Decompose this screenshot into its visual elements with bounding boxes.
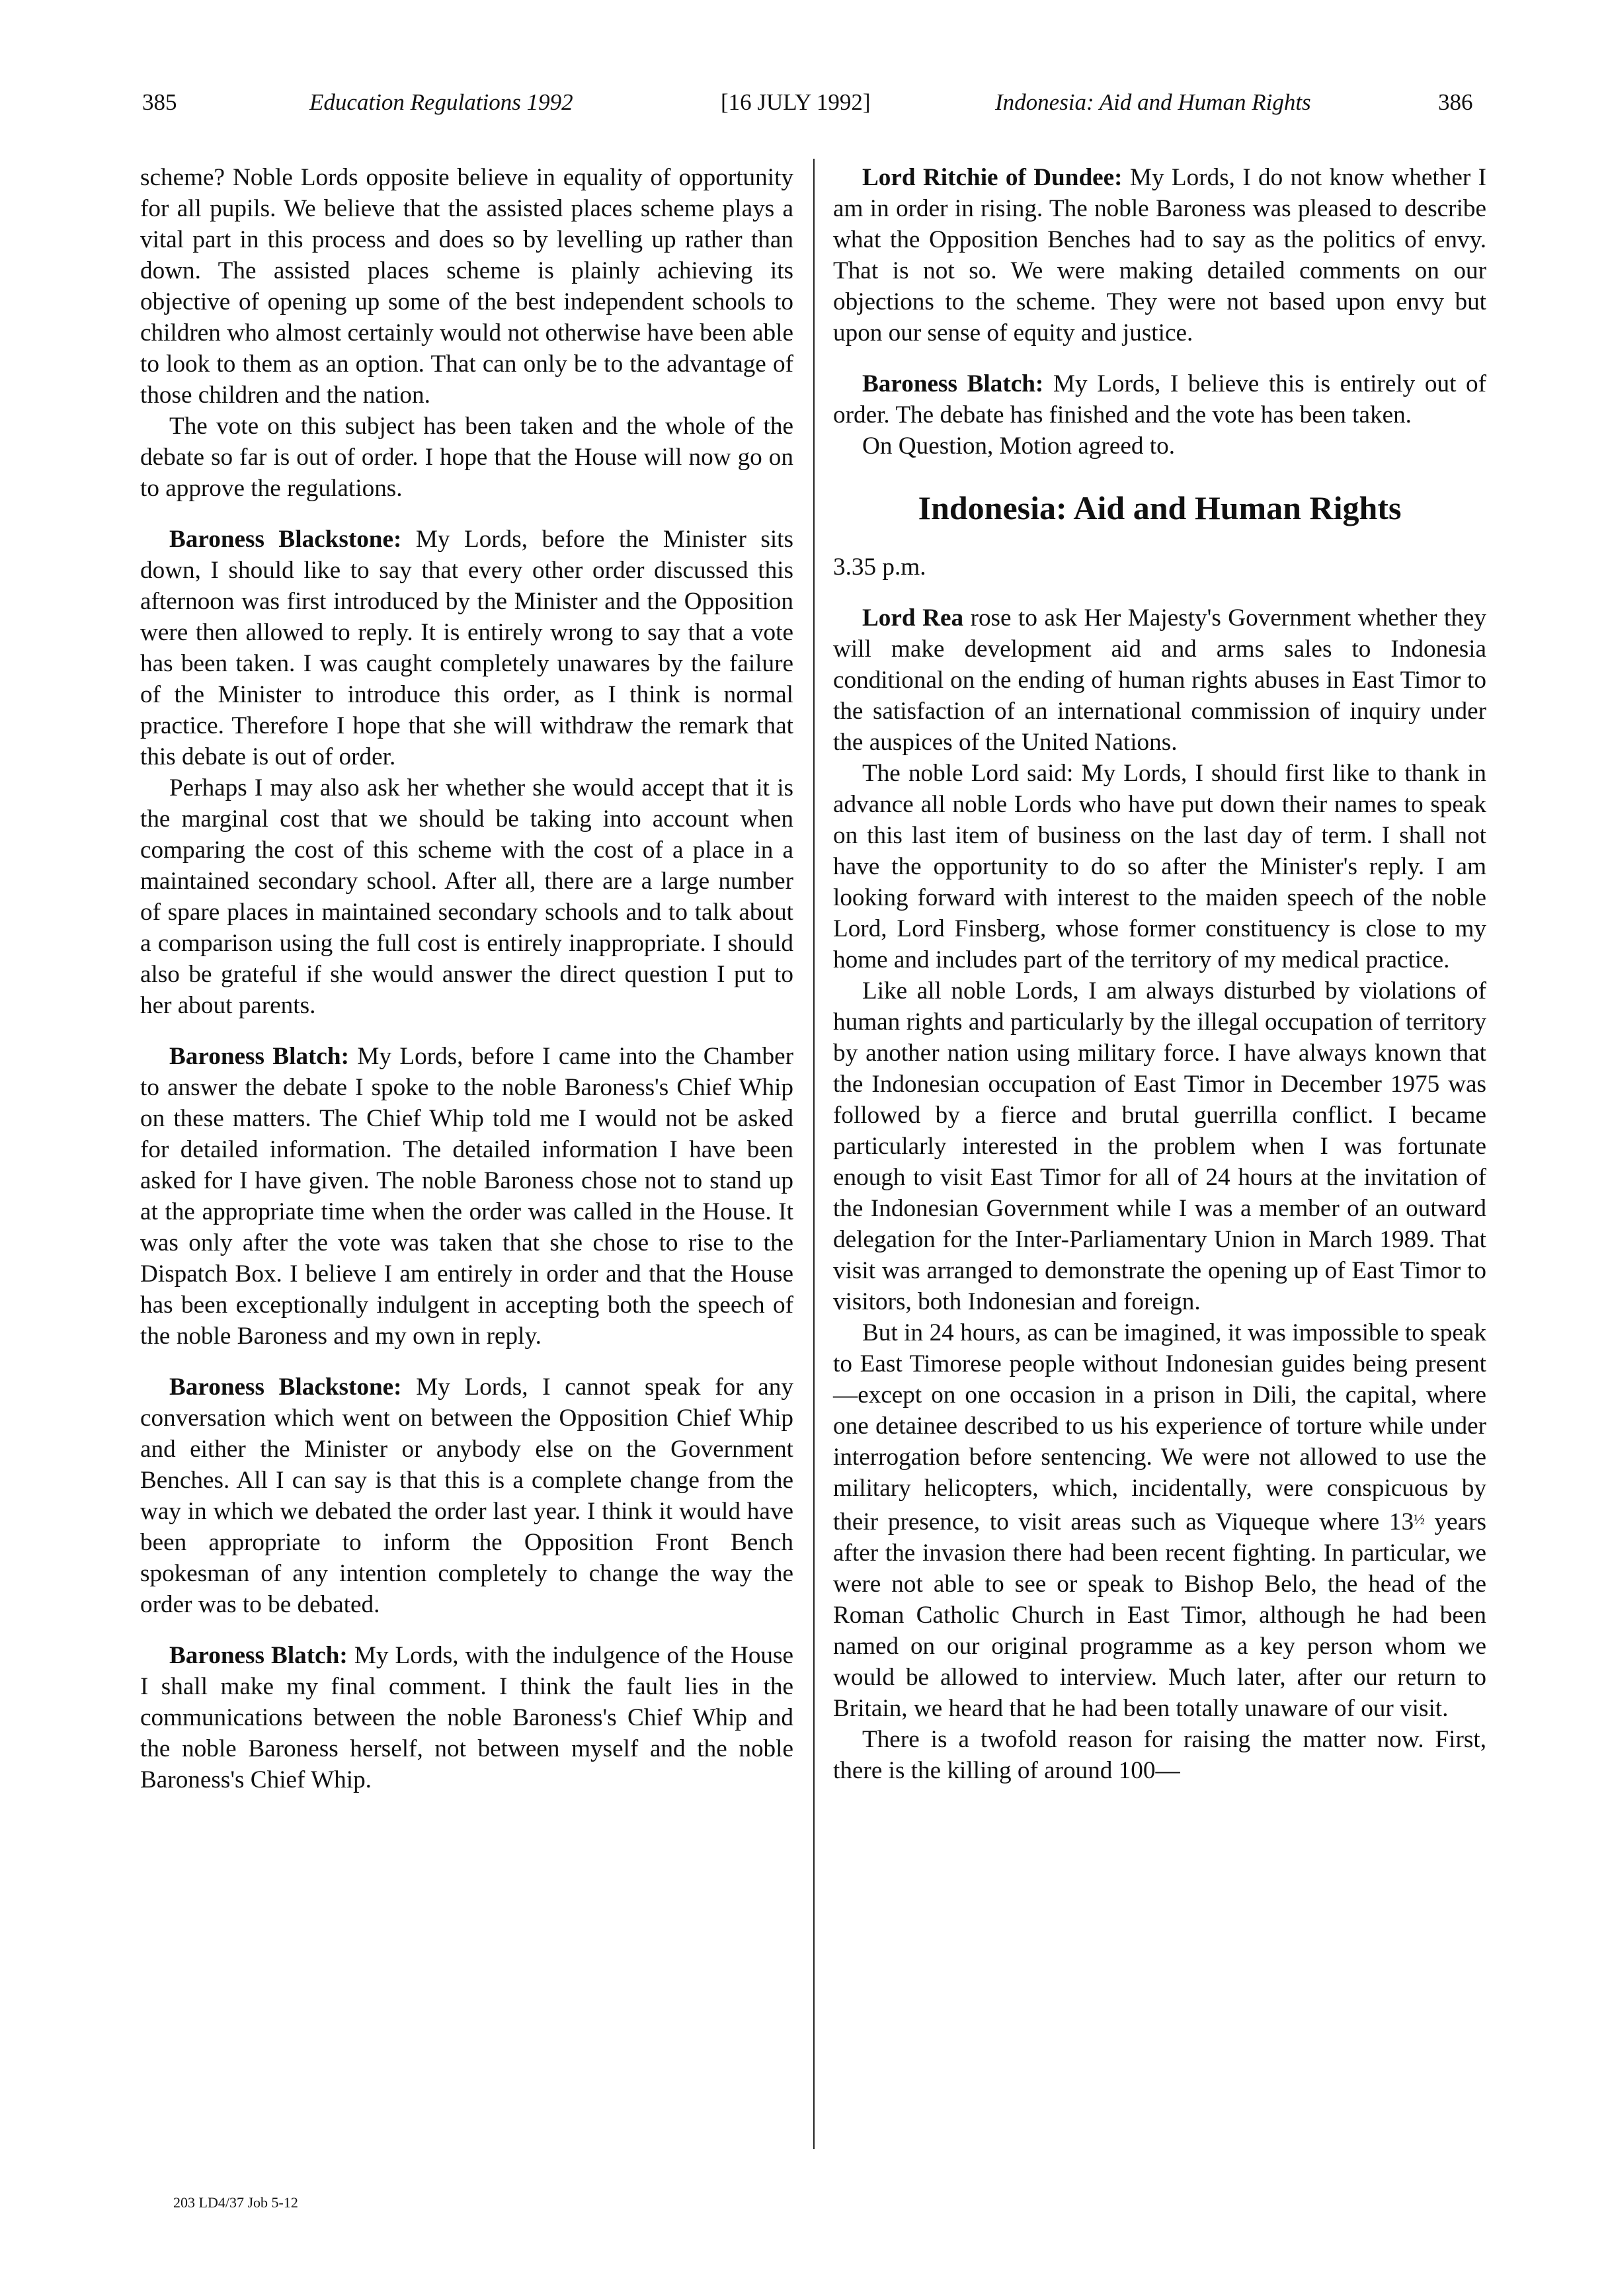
speaker-name: Lord Rea: [862, 604, 964, 632]
running-title-left: Education Regulations 1992: [309, 89, 573, 115]
paragraph: [833, 1317, 1486, 1724]
print-code: 203 LD4/37 Job 5-12: [173, 2194, 298, 2211]
speech-paragraph: [833, 162, 1486, 348]
paragraph: scheme? Noble Lords opposite believe in equality of opportunity for all pupils. We believe that the assisted places scheme plays a vital part in this process and does so by levelling up rather than down. The assisted places scheme is plainly achieving its objective of opening up some of the best independent schools to children who almost certainly would not otherwise have been able to look to them as an option. That can only be to the advantage of those children and the nation.: [140, 164, 793, 409]
paragraph: On Question, Motion agreed to.: [862, 432, 1176, 460]
left-column: [140, 162, 793, 1795]
speech-text: My Lords, I cannot speak for any conversation which went on between the Opposition Chief Whip and either the Minister or anybody else on the Government Benches. All I can say is that this is a complete change from the way in which we debated the order last year. I think it would have been appropriate to inform the Opposition Front Bench spokesman of any intention completely to change the way the order was to be debated.: [140, 1374, 793, 1618]
paragraph: Like all noble Lords, I am always disturbed by violations of human rights and particularly by the illegal occupation of territory by another nation using military force. I have always known that the Indonesian occupation of East Timor in December 1975 was followed by a fierce and brutal guerrilla conflict. I became particularly interested in the problem when I was fortunate enough to visit East Timor for all of 24 hours at the invitation of the Indonesian Government while I was a member of an outward delegation for the Inter-Parliamentary Union in March 1989. That visit was arranged to demonstrate the opening up of East Timor to visitors, both Indonesian and foreign.: [833, 977, 1486, 1315]
paragraph: The noble Lord said: My Lords, I should first like to thank in advance all noble Lords who have put down their names to speak on this last item of business on the last day of term. I shall not have the opportunity to do so after the Minister's reply. I am looking forward with interest to the maiden speech of the noble Lord, Lord Finsberg, whose former constituency is close to my home and includes part of the territory of my medical practice.: [833, 760, 1486, 973]
paragraph-text: But in 24 hours, as can be imagined, it was impossible to speak to East Timorese people without Indonesian guides being present—except on one occasion in a prison in Dili, the capital, where one detainee described to us his experience of torture while under interrogation before sentencing. We were not allowed to use the military helicopters, which, incidentally, were conspicuous by their presence, to visit areas such as Viqueque where 13: [833, 1319, 1486, 1536]
section-heading: Indonesia: Aid and Human Rights: [918, 489, 1402, 526]
speech-text: My Lords, with the indulgence of the House I shall make my final comment. I think the fault lies in the communications between the noble Baroness's Chief Whip and the noble Baroness herself, not between myself and the noble Baroness's Chief Whip.: [140, 1642, 793, 1793]
paragraph-text: years after the invasion there had been recent fighting. In particular, we were not able to see or speak to Bishop Belo, the head of the Roman Catholic Church in East Timor, although he had been named on our original programme as a key person whom we would be allowed to interview. Much later, after our return to Britain, we heard that he had been totally unaware of our visit.: [833, 1508, 1486, 1722]
fraction-half: ½: [1414, 1511, 1425, 1528]
paragraph: There is a twofold reason for raising the matter now. First, there is the killing of around 100—: [833, 1725, 1486, 1784]
page-number-left: 385: [142, 89, 177, 115]
speaker-name: Baroness Blatch:: [862, 370, 1044, 397]
speech-paragraph: [833, 368, 1486, 430]
paragraph: The vote on this subject has been taken and the whole of the debate so far is out of order. I hope that the House will now go on to approve the regulations.: [140, 413, 793, 502]
paragraph: Perhaps I may also ask her whether she would accept that it is the marginal cost that we should be taking into account when comparing the cost of this scheme with the cost of a place in a maintained secondary school. After all, there are a large number of spare places in maintained secondary schools and to talk about a comparison using the full cost is entirely inappropriate. I should also be grateful if she would answer the direct question I put to her about parents.: [140, 774, 793, 1019]
speech-paragraph: [833, 602, 1486, 758]
speaker-name: Baroness Blackstone:: [169, 1374, 402, 1401]
speaker-name: Baroness Blackstone:: [169, 526, 402, 553]
time-stamp: 3.35 p.m.: [833, 554, 926, 581]
speech-text: rose to ask Her Majesty's Government whether they will make development aid and arms sales to Indonesia conditional on the ending of human rights abuses in East Timor to the satisfaction of an international commission of inquiry under the auspices of the United Nations.: [833, 604, 1486, 756]
running-title-right: Indonesia: Aid and Human Rights: [995, 89, 1311, 115]
speech-text: My Lords, before the Minister sits down, I should like to say that every other order discussed this afternoon was first introduced by the Minister and the Opposition were then allowed to reply. It is entirely wrong to say that a vote has been taken. I was caught completely unawares by the failure of the Minister to introduce this order, as I think is normal practice. Therefore I hope that she will withdraw the remark that this debate is out of order.: [140, 526, 793, 770]
speaker-name: Baroness Blatch:: [169, 1642, 348, 1669]
speaker-name: Lord Ritchie of Dundee:: [862, 164, 1123, 191]
speaker-name: Baroness Blatch:: [169, 1043, 350, 1070]
speech-paragraph: [140, 1041, 793, 1352]
speech-paragraph: [140, 1640, 793, 1795]
speech-paragraph: [140, 524, 793, 772]
column-divider: [813, 159, 815, 2149]
speech-text: My Lords, before I came into the Chamber to answer the debate I spoke to the noble Baroness's Chief Whip on these matters. The Chief Whip told me I would not be asked for detailed information. The detailed information I have been asked for I have given. The noble Baroness chose not to stand up at the appropriate time when the order was called in the House. It was only after the vote was taken that she chose to rise to the Dispatch Box. I believe I am entirely in order and that the House has been exceptionally indulgent in accepting both the speech of the noble Baroness and my own in reply.: [140, 1043, 794, 1350]
speech-text: My Lords, I do not know whether I am in order in rising. The noble Baroness was pleased to describe what the Opposition Benches had to say as the politics of envy. That is not so. We were making detailed comments on our objections to the scheme. They were not based upon envy but upon our sense of equity and justice.: [833, 164, 1486, 347]
speech-paragraph: [140, 1372, 793, 1620]
right-column: [833, 162, 1486, 1786]
speech-text: My Lords, I believe this is entirely out of order. The debate has finished and the vote has been taken.: [833, 370, 1487, 429]
sitting-date: [16 JULY 1992]: [721, 89, 871, 115]
page-number-right: 386: [1438, 89, 1473, 115]
